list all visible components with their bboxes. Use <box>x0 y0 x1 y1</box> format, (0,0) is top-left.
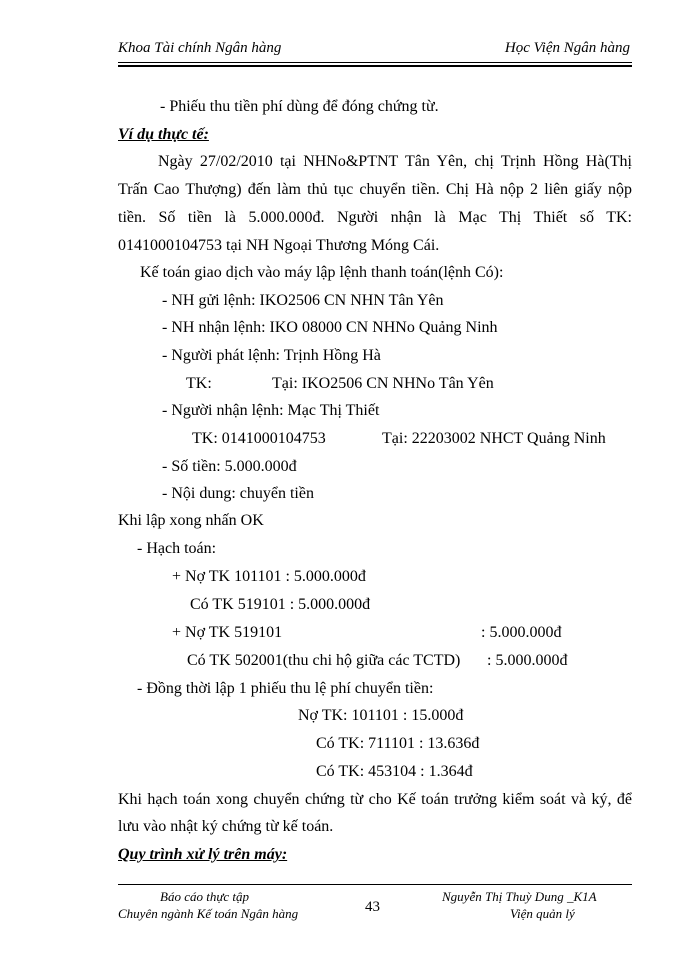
paragraph-line: 0141000104753 tại NH Ngoại Thương Móng Cái. <box>118 237 440 254</box>
fee-heading: - Đồng thời lập 1 phiếu thu lệ phí chuyển tiền: <box>137 680 434 697</box>
footer-right-line1: Nguyễn Thị Thuỳ Dung _K1A <box>442 889 597 904</box>
sender: - Người phát lệnh: Trịnh Hồng Hà <box>162 347 381 364</box>
sending-bank: - NH gửi lệnh: IKO2506 CN NHN Tân Yên <box>162 292 444 309</box>
fee-credit-2: Có TK: 453104 : 1.364đ <box>316 763 473 780</box>
paragraph-line: Kế toán giao dịch vào máy lập lệnh thanh toán(lệnh Có): <box>140 264 504 281</box>
entry-debit-1: + Nợ TK 101101 : 5.000.000đ <box>172 568 366 585</box>
fee-debit: Nợ TK: 101101 : 15.000đ <box>298 707 464 724</box>
entry-credit-1: Có TK 519101 : 5.000.000đ <box>190 596 371 613</box>
header-rule <box>118 62 632 63</box>
sender-account-label: TK: <box>186 375 212 392</box>
entry-credit-2: Có TK 502001(thu chi hộ giữa các TCTD) <box>187 652 461 669</box>
amount: - Số tiền: 5.000.000đ <box>162 458 297 475</box>
header-left: Khoa Tài chính Ngân hàng <box>118 40 282 56</box>
footer-left-line1: Báo cáo thực tập <box>160 889 250 904</box>
footer-left-line2: Chuyên ngành Kế toán Ngân hàng <box>118 906 299 921</box>
entry-debit-2: + Nợ TK 519101 <box>172 624 283 641</box>
entry-credit-2-amount: : 5.000.000đ <box>487 652 568 669</box>
paragraph-line: lưu vào nhật ký chứng từ kế toán. <box>118 818 334 835</box>
paragraph-line: Khi hạch toán xong chuyển chứng từ cho Kế toán trưởng kiểm soát và ký, để <box>118 791 632 808</box>
receiving-bank: - NH nhận lệnh: IKO 08000 CN NHNo Quảng Ninh <box>162 319 498 336</box>
receiver-account: TK: 0141000104753 <box>192 430 326 447</box>
fee-credit-1: Có TK: 711101 : 13.636đ <box>316 735 480 752</box>
paragraph-line: Trấn Cao Thượng) đến làm thủ tục chuyển tiền. Chị Hà nộp 2 liên giấy nộp <box>118 181 632 198</box>
process-heading: Quy trình xử lý trên máy: <box>118 846 288 863</box>
example-heading: Ví dụ thực tế: <box>118 126 209 143</box>
accounting-heading: - Hạch toán: <box>137 540 217 557</box>
footer-rule <box>118 884 632 885</box>
entry-debit-2-amount: : 5.000.000đ <box>481 624 562 641</box>
paragraph-line: Khi lập xong nhấn OK <box>118 512 264 529</box>
paragraph-line: Ngày 27/02/2010 tại NHNo&PTNT Tân Yên, chị Trịnh Hồng Hà(Thị <box>158 153 632 170</box>
receiver-account-branch: Tại: 22203002 NHCT Quảng Ninh <box>382 430 606 447</box>
sender-account-branch: Tại: IKO2506 CN NHNo Tân Yên <box>272 375 494 392</box>
receiver: - Người nhận lệnh: Mạc Thị Thiết <box>162 402 380 419</box>
header-rule-thick <box>118 65 632 67</box>
footer-right-line2: Viện quản lý <box>510 906 575 921</box>
header-right: Học Viện Ngân hàng <box>504 40 630 56</box>
content: - Nội dung: chuyển tiền <box>162 485 314 502</box>
paragraph-line: tiền. Số tiền là 5.000.000đ. Người nhận là Mạc Thị Thiết số TK: <box>118 209 632 226</box>
page-number: 43 <box>365 899 380 915</box>
bullet-receipt: - Phiếu thu tiền phí dùng để đóng chứng từ. <box>160 98 439 115</box>
